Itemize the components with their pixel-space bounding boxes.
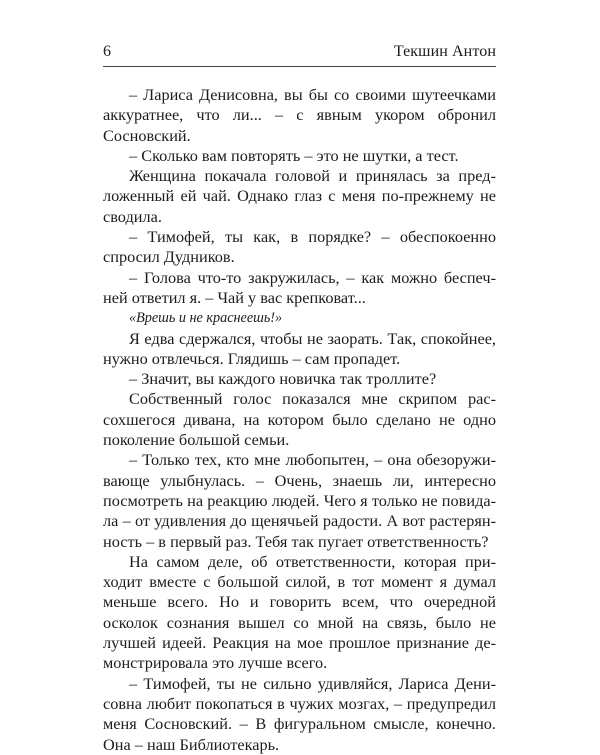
paragraph: – Сколько вам повторять – это не шутки, а тест. — [129, 145, 459, 165]
paragraph: На самом деле, об ответственности, которая приходит вместе с большой силой, в тот момент я думал меньше всего. Но и говорить всем, что очередной осколок сознания вышел со мной на связь, было не лучшей идеей. Реакция на мое прошлое признание демонстрировала это лучше всего. — [103, 551, 496, 673]
inner-thought: «Врешь и не краснеешь!» — [129, 310, 283, 327]
paragraph: – Тимофей, ты не сильно удивляйся, Лариса Денисовна любит покопаться в чужих мозгах, – предупредил меня Сосновский. – В фигуральном смысле, конечно. Она – наш Библиотекарь. — [103, 673, 496, 754]
paragraph: Я едва сдержался, чтобы не заорать. Так, спокойнее, нужно отвлечься. Глядишь – сам пропадет. — [103, 328, 496, 368]
page-header — [103, 41, 496, 63]
paragraph: – Только тех, кто мне любопытен, – она обезоруживающе улыбнулась. – Очень, знаешь ли, интересно посмотреть на реакцию людей. Чего я только не повидала – от удивления до щенячьей радости. А вот растерянность – в первый раз. Тебя так пугает ответственность? — [103, 450, 496, 551]
paragraph: – Значит, вы каждого новичка так троллите? — [129, 369, 437, 389]
header-divider — [103, 66, 496, 67]
body-text — [103, 85, 496, 755]
paragraph: Собственный голос показался мне скрипом рассохшегося дивана, на котором было сделано не одно поколение большой семьи. — [103, 389, 496, 450]
page-number: 6 — [103, 43, 111, 60]
paragraph: – Лариса Денисовна, вы бы со своими шутеечками аккуратнее, что ли... – с явным укором обронил Сосновский. — [103, 85, 496, 145]
paragraph: Женщина покачала головой и принялась за предложенный ей чай. Однако глаз с меня по-прежнему не сводила. — [103, 166, 496, 226]
paragraph: – Тимофей, ты как, в порядке? – обеспокоенно спросил Дудников. — [103, 227, 496, 267]
running-title: Текшин Антон — [393, 43, 496, 60]
paragraph: – Голова что-то закружилась, – как можно беспечней ответил я. – Чай у вас крепковат... — [103, 267, 496, 307]
